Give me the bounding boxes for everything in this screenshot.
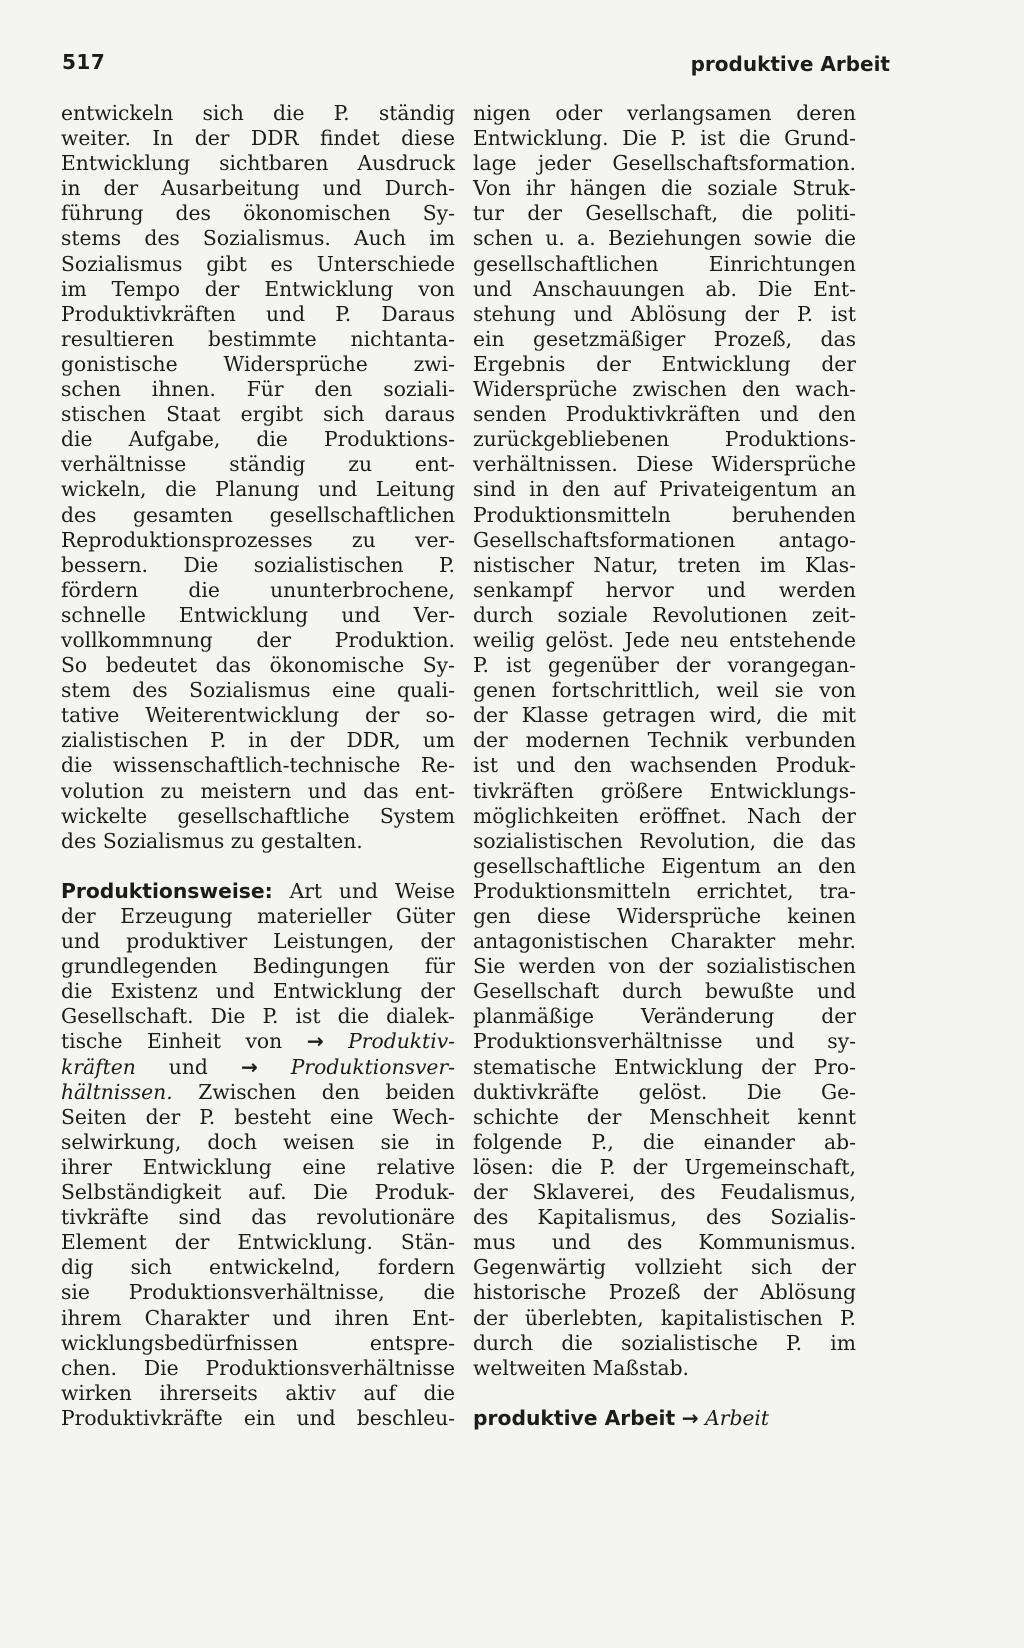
text-line: in der Ausarbeitung und Durch- [61, 176, 455, 201]
text-line: ist und den wachsenden Produk- [473, 753, 856, 778]
text-line: der Erzeugung materieller Güter [61, 904, 455, 928]
arrow-right-icon: → [240, 1054, 258, 1079]
text-line: wickeln, die Planung und Leitung [61, 477, 455, 502]
text-line: die wissenschaftlich-technische Re- [61, 753, 455, 778]
text-line: Produktivkräften und P. Daraus [61, 301, 455, 326]
text-line: ihrem Charakter und ihren Ent- [61, 1305, 455, 1330]
text-line: möglichkeiten eröffnet. Nach der [473, 803, 856, 828]
text-line: Produktionsverhältnisse und sy- [473, 1029, 856, 1054]
text-line: tivkräfte sind das revolutionäre [61, 1205, 455, 1230]
text-line: chen. Die Produktionsverhältnisse [61, 1355, 455, 1380]
text-line: Ergebnis der Entwicklung der [473, 351, 856, 376]
text-line: antagonistischen Charakter mehr. [473, 929, 856, 954]
text-line: selwirkung, doch weisen sie in [61, 1129, 455, 1154]
entry-xref-line: kräften und → Produktionsver- [61, 1054, 455, 1079]
text-line: ihrer Entwicklung eine relative [61, 1154, 455, 1179]
entry-first-line: Produktionsweise: Art und Weise [61, 878, 455, 903]
entry-headword: produktive Arbeit [473, 1405, 676, 1430]
text-line: sozialistischen Revolution, die das [473, 828, 856, 853]
text-line: stehung und Ablösung der P. ist [473, 301, 856, 326]
text-line: Produktivkräfte ein und beschleu- [61, 1405, 455, 1430]
text-line: Seiten der P. besteht eine Wech- [61, 1104, 455, 1129]
text-line: volution zu meistern und das ent- [61, 778, 455, 803]
text-line: gonistische Widersprüche zwi- [61, 351, 455, 376]
text-line: im Tempo der Entwicklung von [61, 276, 455, 301]
text-line: mus und des Kommunismus. [473, 1230, 856, 1255]
xref-produktionsverhaeltnissen[interactable]: Produktionsver- [257, 1054, 455, 1079]
page-number: 517 [62, 50, 106, 74]
text-line: wicklungsbedürfnissen entspre- [61, 1330, 455, 1355]
text-line: und produktiver Leistungen, der [61, 929, 455, 954]
text-line: die Aufgabe, die Produktions- [61, 427, 455, 452]
text-line: gen diese Widersprüche keinen [473, 904, 856, 928]
text-line: der überlebten, kapitalistischen P. [473, 1305, 856, 1330]
text-line: lösen: die P. der Urgemeinschaft, [473, 1154, 856, 1179]
left-continuation-text [61, 101, 455, 854]
text-line: Reproduktionsprozesses zu ver- [61, 527, 455, 552]
text-line: verhältnissen. Diese Widersprüche [473, 452, 856, 477]
text-line: Gesellschaft. Die P. ist die dialek- [61, 1004, 455, 1029]
text-line: nigen oder verlangsamen deren [473, 101, 856, 125]
text-line: vollkommnung der Produktion. [61, 627, 455, 652]
xref-produktionsverhaeltnissen-cont[interactable]: hältnissen. [61, 1079, 173, 1104]
text-line: stischen Staat ergibt sich daraus [61, 402, 455, 427]
text-line: die Existenz und Entwicklung der [61, 979, 455, 1004]
text-line: nistischer Natur, treten im Klas- [473, 552, 856, 577]
text-line: P. ist gegenüber der vorangegan- [473, 653, 856, 678]
arrow-right-icon: → [681, 1405, 699, 1430]
text-line: weiter. In der DDR findet diese [61, 126, 455, 151]
text-line: verhältnisse ständig zu ent- [61, 452, 455, 477]
text-line: Entwicklung sichtbaren Ausdruck [61, 151, 455, 176]
text-line: entwickeln sich die P. ständig [61, 101, 455, 125]
text-line: duktivkräfte gelöst. Die Ge- [473, 1079, 856, 1104]
xref-produktivkraeften[interactable]: Produktiv- [323, 1029, 455, 1054]
text-line: führung des ökonomischen Sy- [61, 201, 455, 226]
text-line: Widersprüche zwischen den wach- [473, 377, 856, 402]
text-line: der Klasse getragen wird, die mit [473, 703, 856, 728]
text-line: senden Produktivkräften und den [473, 402, 856, 427]
text-line: der Sklaverei, des Feudalismus, [473, 1180, 856, 1205]
text-line: tivkräften größere Entwicklungs- [473, 778, 856, 803]
text-line: Sozialismus gibt es Unterschiede [61, 251, 455, 276]
text-line: wirken ihrerseits aktiv auf die [61, 1380, 455, 1405]
arrow-right-icon: → [306, 1029, 324, 1054]
entry-xref-line: tische Einheit von → Produktiv- [61, 1029, 455, 1054]
text-line: weilig gelöst. Jede neu entstehende [473, 627, 856, 652]
text-line: Selbständigkeit auf. Die Produk- [61, 1180, 455, 1205]
right-continuation-text [473, 101, 856, 1381]
text-line: schnelle Entwicklung und Ver- [61, 602, 455, 627]
text-line: stematische Entwicklung der Pro- [473, 1054, 856, 1079]
text-line: fördern die ununterbrochene, [61, 577, 455, 602]
text-line: des gesamten gesellschaftlichen [61, 502, 455, 527]
entry-xref-line: hältnissen. Zwischen den beiden [61, 1079, 455, 1104]
text-line: So bedeutet das ökonomische Sy- [61, 653, 455, 678]
text-line: grundlegenden Bedingungen für [61, 954, 455, 979]
text-line: tur der Gesellschaft, die politi- [473, 201, 856, 226]
text-line: Gesellschaftsformationen antago- [473, 527, 856, 552]
text-line: Von ihr hängen die soziale Struk- [473, 176, 856, 201]
text-line: schen ihnen. Für den soziali- [61, 377, 455, 402]
text-line: durch die sozialistische P. im [473, 1330, 856, 1355]
text-line: ein gesetzmäßiger Prozeß, das [473, 326, 856, 351]
text-line: sie Produktionsverhältnisse, die [61, 1280, 455, 1305]
text-line: Sie werden von der sozialistischen [473, 954, 856, 979]
entry-headword: Produktionsweise: [61, 878, 273, 903]
text-line: schichte der Menschheit kennt [473, 1104, 856, 1129]
text-line: zialistischen P. in der DDR, um [61, 728, 455, 753]
text-line: weltweiten Maßstab. [473, 1355, 689, 1380]
xref-arbeit[interactable]: Arbeit [705, 1405, 770, 1430]
left-column [61, 101, 455, 1431]
text-line: gesellschaftlichen Einrichtungen [473, 251, 856, 276]
text-line: Produktionsmitteln errichtet, tra- [473, 878, 856, 903]
text-line: des Kapitalismus, des Sozialis- [473, 1205, 856, 1230]
text-line: folgende P., die einander ab- [473, 1129, 856, 1154]
text-line: genen fortschrittlich, weil sie von [473, 678, 856, 703]
text-line: dig sich entwickelnd, fordern [61, 1255, 455, 1280]
text-line: resultieren bestimmte nichtanta- [61, 326, 455, 351]
text-line: Produktionsmitteln beruhenden [473, 502, 856, 527]
text-line: Gegenwärtig vollzieht sich der [473, 1255, 856, 1280]
text-line: und Anschauungen ab. Die Ent- [473, 276, 856, 301]
text-line: zurückgebliebenen Produktions- [473, 427, 856, 452]
text-line: senkampf hervor und werden [473, 577, 856, 602]
text-line: durch soziale Revolutionen zeit- [473, 602, 856, 627]
text-line: Entwicklung. Die P. ist die Grund- [473, 126, 856, 151]
text-line: sind in den auf Privateigentum an [473, 477, 856, 502]
text-line: des Sozialismus zu gestalten. [61, 828, 363, 853]
right-column [473, 101, 856, 1431]
text-line: schen u. a. Beziehungen sowie die [473, 226, 856, 251]
text-line: wickelte gesellschaftliche System [61, 803, 455, 828]
entry-text-b [61, 1105, 455, 1431]
text-line: bessern. Die sozialistischen P. [61, 552, 455, 577]
text-line: planmäßige Veränderung der [473, 1004, 856, 1029]
text-line: historische Prozeß der Ablösung [473, 1280, 856, 1305]
entry-produktive-arbeit [473, 1406, 856, 1431]
text-line: gesellschaftliche Eigentum an den [473, 853, 856, 878]
running-head: produktive Arbeit [690, 52, 890, 76]
entry-text-a [61, 904, 455, 1029]
entry-produktionsweise [61, 879, 455, 1431]
text-line: Gesellschaft durch bewußte und [473, 979, 856, 1004]
text-line: Element der Entwicklung. Stän- [61, 1230, 455, 1255]
text-line: stems des Sozialismus. Auch im [61, 226, 455, 251]
text-line: stem des Sozialismus eine quali- [61, 678, 455, 703]
text-line: tative Weiterentwicklung der so- [61, 703, 455, 728]
text-line: der modernen Technik verbunden [473, 728, 856, 753]
xref-produktivkraeften-cont[interactable]: kräften [61, 1054, 136, 1079]
text-line: lage jeder Gesellschaftsformation. [473, 151, 856, 176]
